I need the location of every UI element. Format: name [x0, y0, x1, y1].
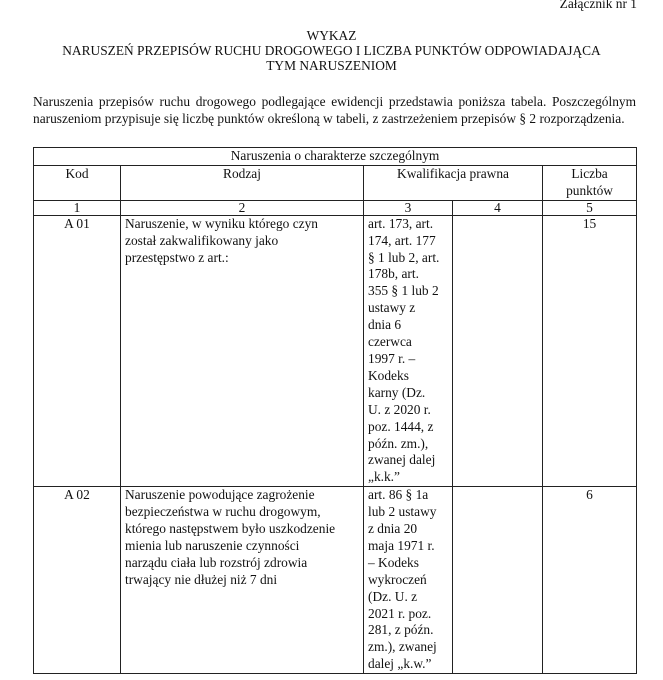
text-line: 2021 r. poz. — [368, 605, 432, 621]
text-line: 1997 r. – — [368, 350, 416, 366]
text-line: wykroczeń — [368, 571, 427, 587]
table-row — [34, 215, 637, 487]
cell-rodzaj — [121, 487, 364, 674]
text-line: 281, z późn. — [368, 622, 434, 638]
text-line: lub 2 ustawy — [368, 504, 437, 520]
heading-subtitle-line2: TYM NARUSZENIOM — [266, 58, 397, 73]
text-line: bezpieczeństwa w ruchu drogowym, — [125, 504, 321, 520]
text-line: trwający nie dłużej niż 7 dni — [125, 571, 278, 587]
heading-subtitle-line1: NARUSZEŃ PRZEPISÓW RUCHU DROGOWEGO I LICZBA PUNKTÓW ODPOWIADAJĄCA — [62, 43, 601, 58]
group-header: Naruszenia o charakterze szczególnym — [34, 148, 637, 166]
text-line: § 1 lub 2, art. — [368, 249, 440, 265]
text-line: dnia 6 — [368, 317, 402, 333]
col-header-punkty-line1: Liczba — [571, 165, 608, 181]
text-line: art. 173, art. — [368, 215, 434, 231]
text-line: art. 86 § 1a — [368, 487, 429, 503]
col-header-punkty — [543, 165, 637, 200]
text-line: zwanej dalej — [368, 452, 436, 468]
col-number: 5 — [543, 200, 637, 215]
attachment-label: Załącznik nr 1 — [559, 0, 637, 11]
text-line: 174, art. 177 — [368, 232, 436, 248]
col-number: 2 — [121, 200, 364, 215]
column-number-row — [34, 200, 637, 215]
cell-rodzaj — [121, 215, 364, 487]
text-line: poz. 1444, z — [368, 418, 434, 434]
text-line: „k.k.” — [368, 469, 400, 485]
group-header-row — [34, 148, 637, 166]
cell-kod: A 01 — [34, 215, 121, 487]
text-line: Kodeks — [368, 367, 409, 383]
cell-kwalifikacja — [364, 487, 453, 674]
text-line: U. z 2020 r. — [368, 401, 431, 417]
text-line: przestępstwo z art.: — [125, 249, 229, 265]
intro-paragraph: Naruszenia przepisów ruchu drogowego podlegające ewidencji przedstawia poniższa tabela. Poszczególnym naruszeniom przypisuje się liczbę punktów określoną w tabeli, z zastrzeżeniem przepisów § 2 rozporządzenia. — [33, 94, 636, 126]
cell-kod: A 02 — [34, 487, 121, 674]
text-line: mienia lub naruszenie czynności — [125, 537, 300, 553]
col-header-rodzaj: Rodzaj — [121, 165, 364, 200]
text-line: (Dz. U. z — [368, 588, 418, 604]
col-header-kod: Kod — [34, 165, 121, 200]
column-header-row — [34, 165, 637, 200]
cell-punkty: 6 — [543, 487, 637, 674]
text-line: maja 1971 r. — [368, 537, 435, 553]
text-line: ustawy z — [368, 300, 416, 316]
col-number: 4 — [453, 200, 543, 215]
cell-kwalifikacja — [364, 215, 453, 487]
col-number: 3 — [364, 200, 453, 215]
document-heading — [0, 28, 663, 73]
text-line: późn. zm.), — [368, 435, 429, 451]
text-line: z dnia 20 — [368, 521, 418, 537]
cell-col4 — [453, 215, 543, 487]
cell-col4 — [453, 487, 543, 674]
violations-table — [33, 147, 637, 674]
text-line: narządu ciała lub rozstrój zdrowia — [125, 554, 308, 570]
text-line: karny (Dz. — [368, 384, 426, 400]
text-line: Naruszenie powodujące zagrożenie — [125, 487, 315, 503]
table-row — [34, 487, 637, 674]
col-header-punkty-line2: punktów — [566, 182, 613, 198]
heading-title: WYKAZ — [306, 28, 357, 43]
text-line: dalej „k.w.” — [368, 656, 432, 672]
col-header-kwalifikacja: Kwalifikacja prawna — [364, 165, 543, 200]
text-line: 178b, art. — [368, 266, 419, 282]
text-line: został zakwalifikowany jako — [125, 232, 279, 248]
col-number: 1 — [34, 200, 121, 215]
text-line: zm.), zwanej — [368, 639, 437, 655]
intro-paragraph-block — [33, 93, 636, 127]
text-line: Naruszenie, w wyniku którego czyn — [125, 215, 318, 231]
cell-punkty: 15 — [543, 215, 637, 487]
text-line: którego następstwem było uszkodzenie — [125, 521, 336, 537]
text-line: – Kodeks — [368, 554, 419, 570]
text-line: czerwca — [368, 334, 412, 350]
text-line: 355 § 1 lub 2 — [368, 283, 439, 299]
